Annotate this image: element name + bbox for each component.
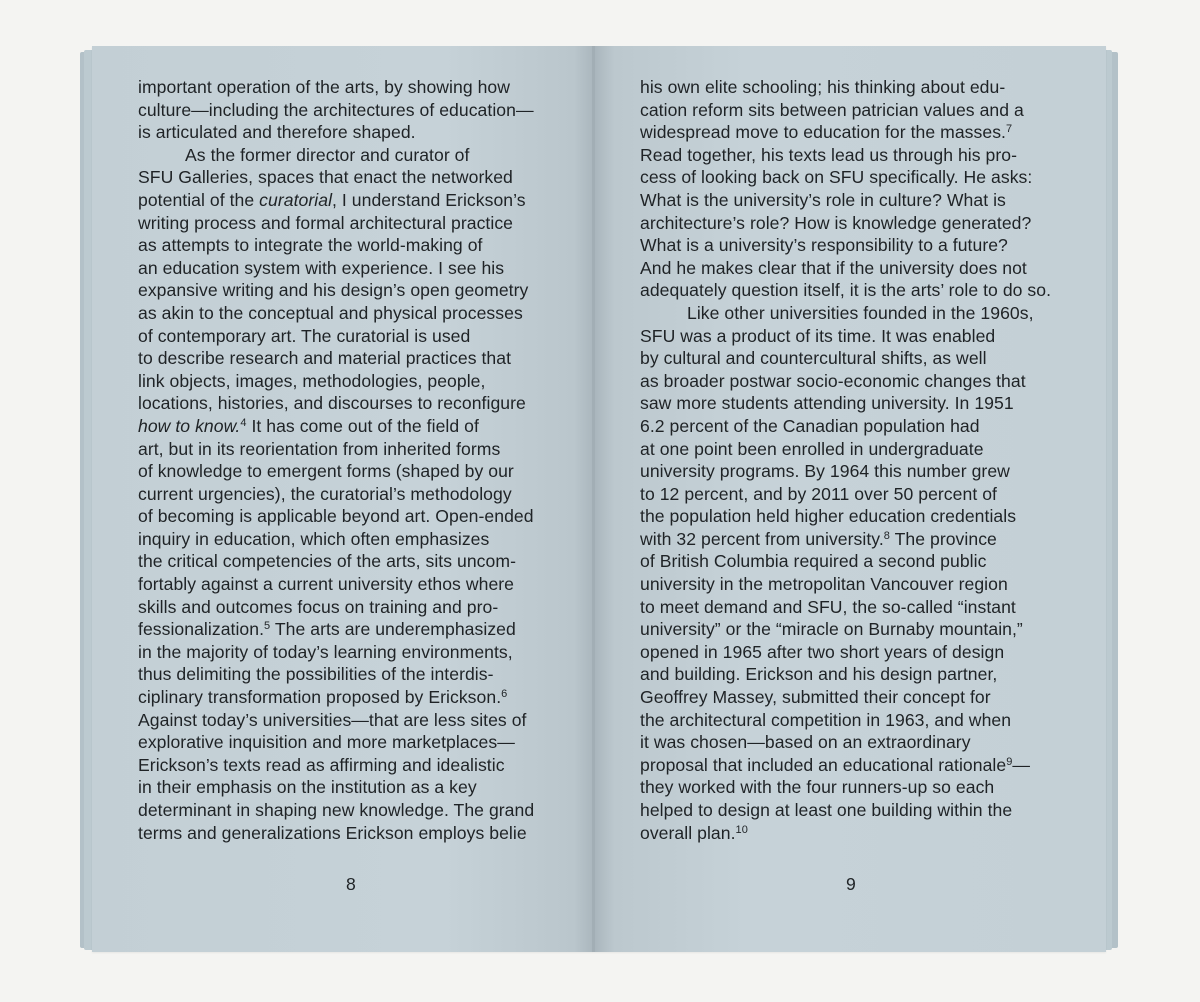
text-line: SFU Galleries, spaces that enact the networked <box>138 167 513 188</box>
text-line: Like other universities founded in the 1960s, <box>687 302 1034 323</box>
text-line: fessionalization.$^5$ The arts are underemphasized <box>138 619 516 640</box>
text-line: saw more students attending university. In 1951 <box>640 393 1014 414</box>
text-line: inquiry in education, which often emphasizes <box>138 528 490 549</box>
text-line: What is a university’s responsibility to a future? <box>640 235 1008 256</box>
page-number-left: 8 <box>346 874 356 894</box>
text-line: And he makes clear that if the university does not <box>640 257 1027 278</box>
text-line: explorative inquisition and more marketplaces— <box>138 732 515 753</box>
text-line: cess of looking back on SFU specifically. He asks: <box>640 167 1033 188</box>
text-line: 6.2 percent of the Canadian population had <box>640 415 980 436</box>
left-page-body <box>138 76 578 844</box>
text-line: to 12 percent, and by 2011 over 50 percent of <box>640 483 997 504</box>
right-page-body <box>640 76 1062 844</box>
text-line: architecture’s role? How is knowledge generated? <box>640 212 1032 233</box>
book-gutter <box>592 46 595 952</box>
text-line: Read together, his texts lead us through his pro- <box>640 144 1018 165</box>
text-line: proposal that included an educational rationale$^9$— <box>640 754 1031 775</box>
right-paragraph-2 <box>640 302 1062 844</box>
text-line: widespread move to education for the masses.$^7$ <box>640 122 1013 143</box>
page-number-right: 9 <box>846 874 856 894</box>
text-line: helped to design at least one building within the <box>640 800 1013 820</box>
text-line: of contemporary art. The curatorial is used <box>138 325 471 346</box>
text-line: Geoffrey Massey, submitted their concept for <box>640 687 991 708</box>
text-line: to describe research and material practices that <box>138 348 512 369</box>
text-line: university in the metropolitan Vancouver region <box>640 574 1008 595</box>
text-line: thus delimiting the possibilities of the interdis- <box>138 664 494 685</box>
text-line: What is the university’s role in culture? What is <box>640 189 1006 210</box>
text-line: writing process and formal architectural practice <box>138 212 514 233</box>
text-line: determinant in shaping new knowledge. The grand <box>138 800 535 820</box>
text-line: an education system with experience. I see his <box>138 257 505 278</box>
text-line: potential of the curatorial, I understand Erickson’s <box>138 189 526 210</box>
text-line: is articulated and therefore shaped. <box>138 122 416 143</box>
text-line: university programs. By 1964 this number grew <box>640 461 1010 482</box>
text-line: with 32 percent from university.$^8$ The province <box>640 528 997 549</box>
text-line: of British Columbia required a second public <box>640 551 987 572</box>
text-line: the architectural competition in 1963, and when <box>640 709 1012 730</box>
text-line: at one point been enrolled in undergraduate <box>640 438 984 459</box>
text-line: terms and generalizations Erickson employs belie <box>138 822 527 843</box>
left-paragraph-2 <box>138 144 578 844</box>
text-line: how to know.$^4$ It has come out of the field of <box>138 415 479 436</box>
text-line: culture—including the architectures of education— <box>138 99 534 120</box>
text-line: the population held higher education credentials <box>640 506 1017 527</box>
text-line: adequately question itself, it is the arts’ role to do so. <box>640 280 1052 301</box>
text-line: ciplinary transformation proposed by Erickson.$^6$ <box>138 687 508 708</box>
text-line: in the majority of today’s learning environments, <box>138 641 513 662</box>
text-line: it was chosen—based on an extraordinary <box>640 732 971 753</box>
text-line: as akin to the conceptual and physical processes <box>138 302 523 323</box>
text-line: Against today’s universities—that are less sites of <box>138 709 527 730</box>
text-line: and building. Erickson and his design partner, <box>640 664 998 685</box>
text-line: by cultural and countercultural shifts, as well <box>640 348 987 369</box>
text-line: locations, histories, and discourses to reconfigure <box>138 393 526 414</box>
text-line: SFU was a product of its time. It was enabled <box>640 325 996 346</box>
right-paragraph-1 <box>640 76 1062 302</box>
text-line: as broader postwar socio-economic changes that <box>640 370 1026 391</box>
text-line: of knowledge to emergent forms (shaped by our <box>138 461 514 482</box>
text-line: Erickson’s texts read as affirming and idealistic <box>138 754 505 775</box>
text-line: cation reform sits between patrician values and a <box>640 99 1024 120</box>
text-line: to meet demand and SFU, the so-called “instant <box>640 596 1016 617</box>
text-line: link objects, images, methodologies, people, <box>138 370 486 391</box>
text-line: university” or the “miracle on Burnaby mountain,” <box>640 619 1023 640</box>
text-line: As the former director and curator of <box>185 144 470 165</box>
text-line: current urgencies), the curatorial’s methodology <box>138 483 512 504</box>
text-line: they worked with the four runners-up so each <box>640 777 995 798</box>
left-paragraph-1 <box>138 76 578 144</box>
text-line: important operation of the arts, by showing how <box>138 77 511 97</box>
text-line: of becoming is applicable beyond art. Open-ended <box>138 506 534 527</box>
text-line: fortably against a current university ethos where <box>138 574 515 595</box>
text-line: the critical competencies of the arts, sits uncom- <box>138 551 516 572</box>
text-line: as attempts to integrate the world-making of <box>138 235 483 256</box>
text-line: in their emphasis on the institution as a key <box>138 777 477 798</box>
text-line: opened in 1965 after two short years of design <box>640 641 1005 662</box>
text-line: skills and outcomes focus on training and pro- <box>138 596 499 617</box>
text-line: his own elite schooling; his thinking about edu- <box>640 77 1006 97</box>
text-line: art, but in its reorientation from inherited forms <box>138 438 501 459</box>
text-line: expansive writing and his design’s open geometry <box>138 280 529 301</box>
text-line: overall plan.$^{10}$ <box>640 822 748 843</box>
